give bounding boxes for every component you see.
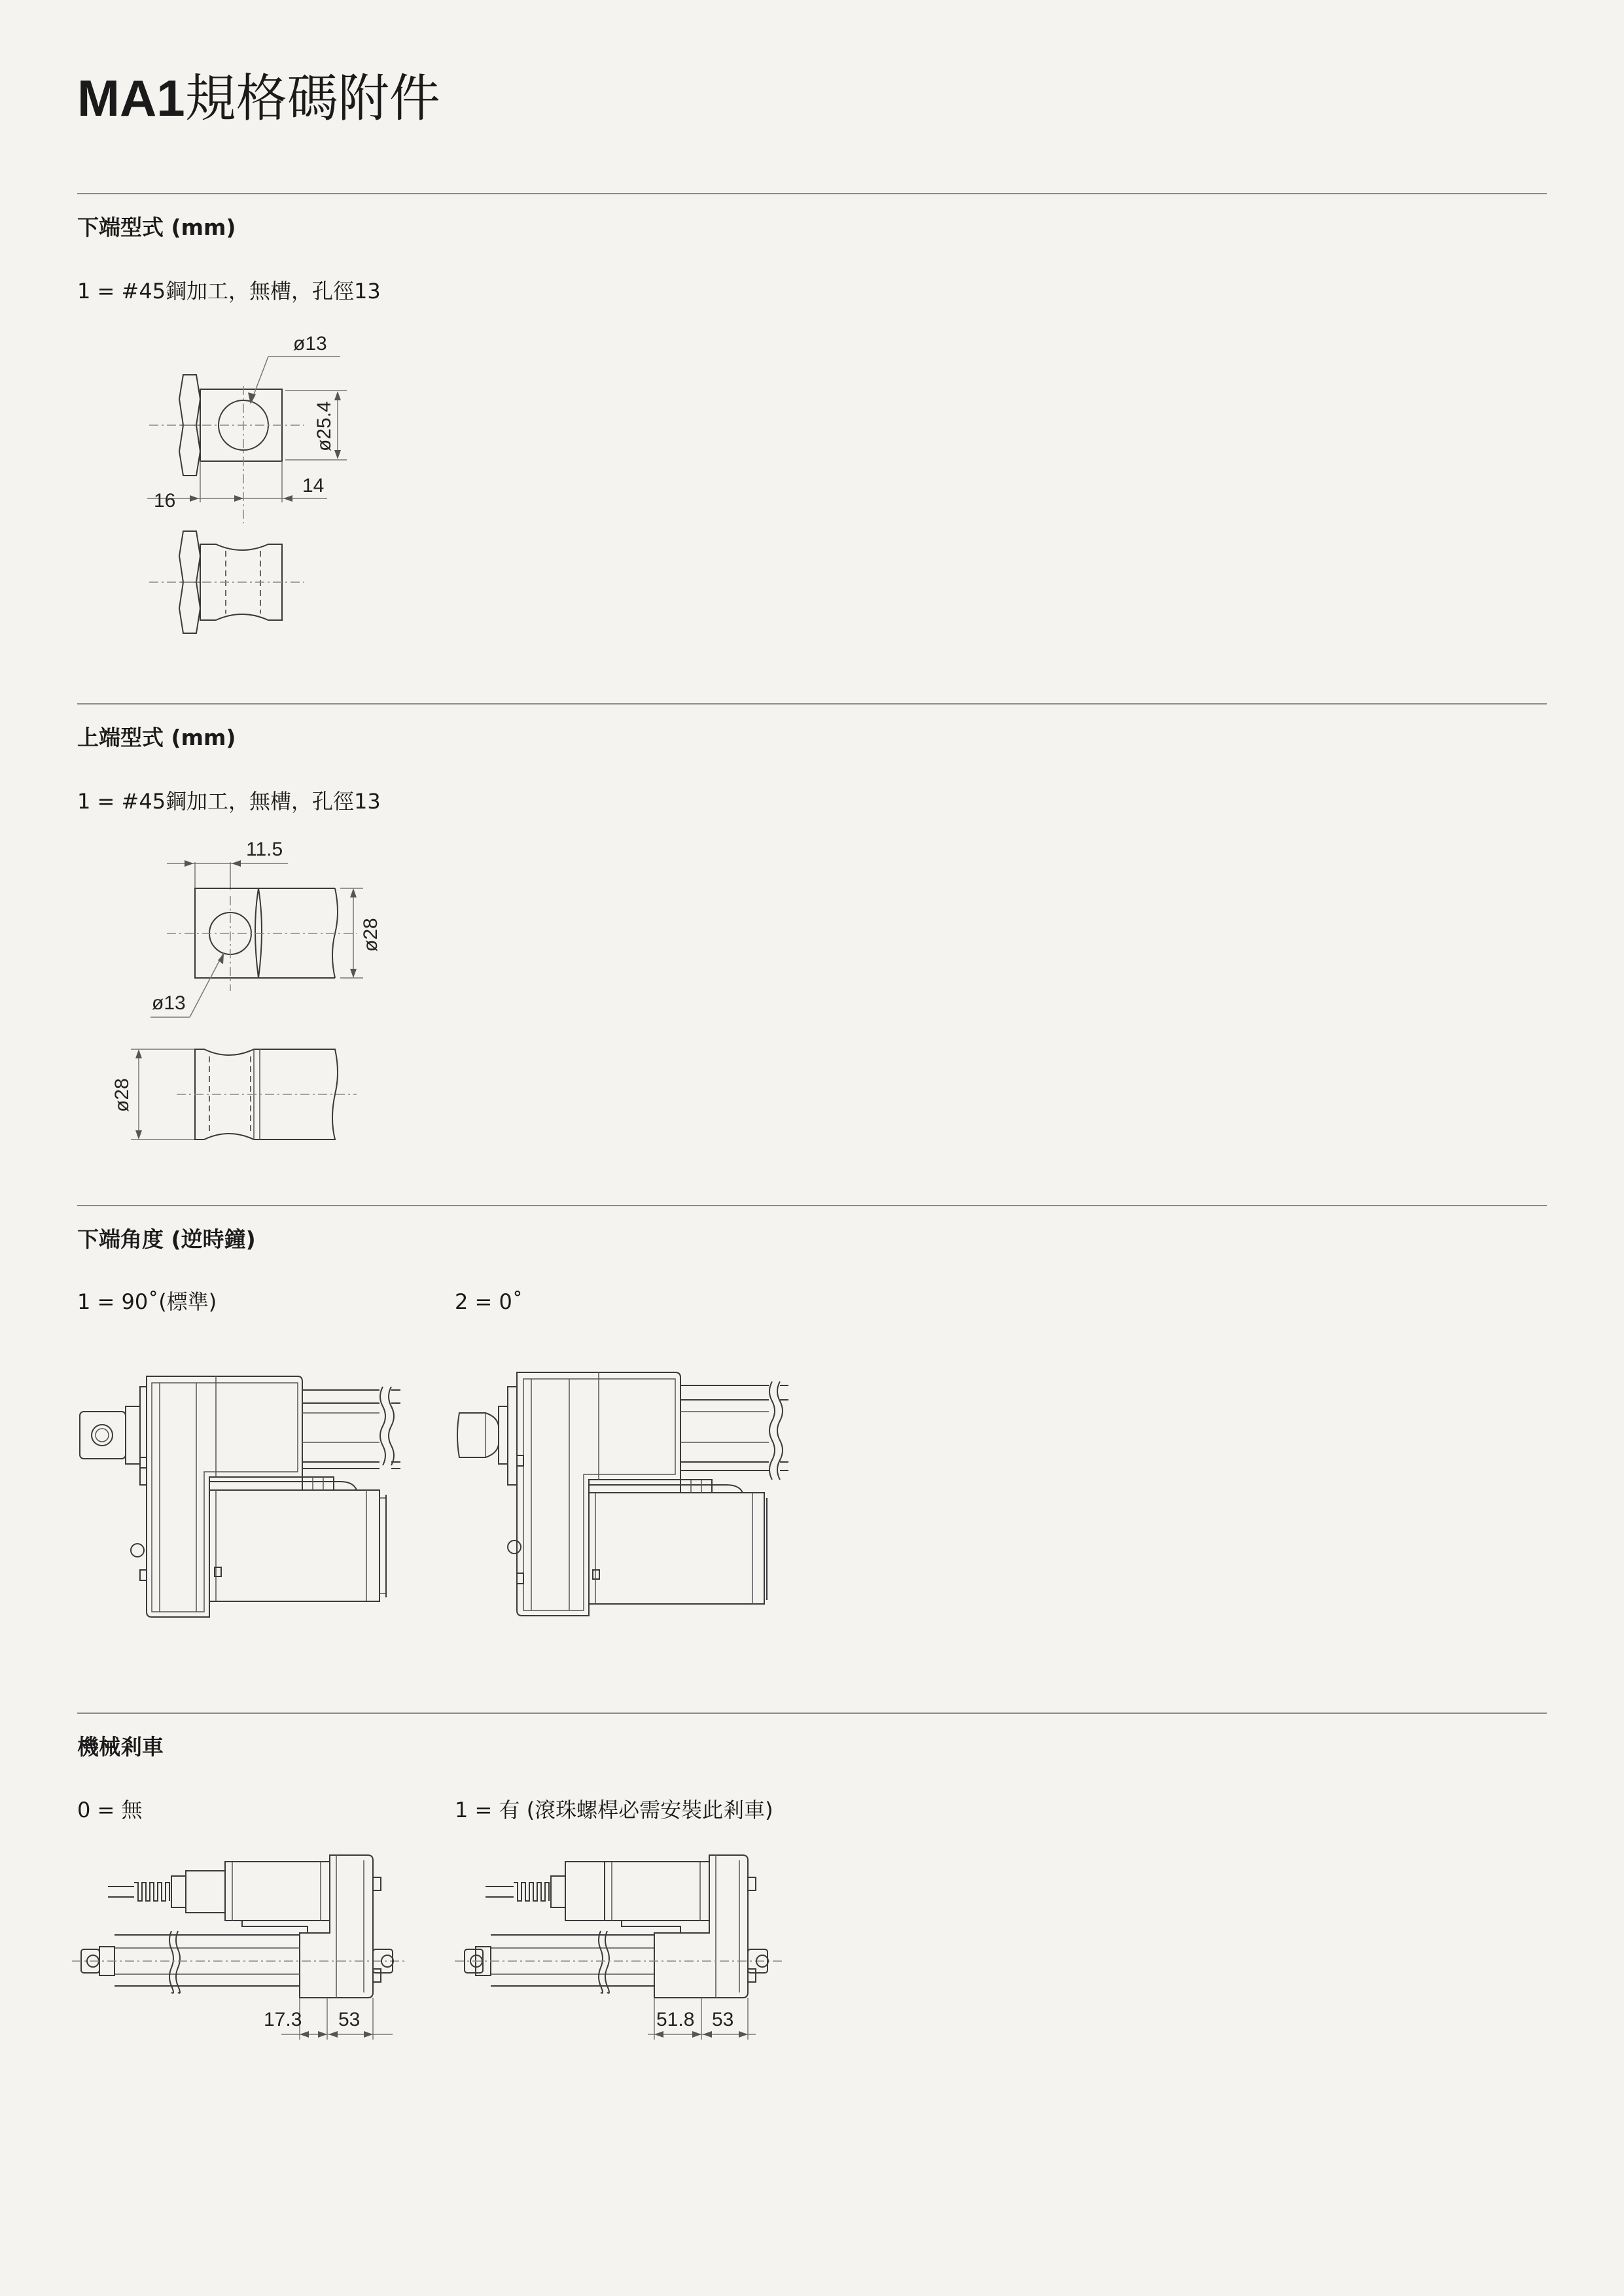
dim-brake-none-1: 17.3 [264,2009,302,2030]
dim-hole-bottom: ø13 [293,333,327,355]
section-heading-top-type: 上端型式 (mm) [77,725,236,750]
dim-diameter-top: ø28 [360,918,381,952]
section-heading-bottom-type: 下端型式 (mm) [77,215,236,240]
brake-option-0: 0 = 無 [77,1798,143,1822]
angle-option-2: 2 = 0˚ [455,1289,523,1314]
section-heading-brake: 機械剎車 [77,1734,164,1760]
dim-diameter-bottom: ø25.4 [313,401,335,451]
dim-length-top: 11.5 [246,839,283,860]
title-text: 規格碼附件 [185,69,440,128]
model-code: MA1 [77,69,185,127]
dim-brake-with-2: 53 [712,2009,734,2030]
top-type-option: 1 = #45鋼加工，無槽，孔徑13 [77,789,381,814]
bottom-type-option: 1 = #45鋼加工，無槽，孔徑13 [77,279,381,304]
section-heading-bottom-angle: 下端角度 (逆時鐘) [77,1226,256,1252]
dim-diameter-side: ø28 [111,1078,133,1112]
dim-brake-with-1: 51.8 [656,2009,695,2030]
dim-brake-none-2: 53 [338,2009,361,2030]
dim-offset-bottom: 16 [154,490,176,512]
dim-hole-top: ø13 [152,992,186,1014]
dim-length-bottom: 14 [302,475,325,496]
angle-option-1: 1 = 90˚(標準) [77,1289,217,1314]
brake-option-1: 1 = 有 (滾珠螺桿必需安裝此剎車) [455,1798,773,1822]
